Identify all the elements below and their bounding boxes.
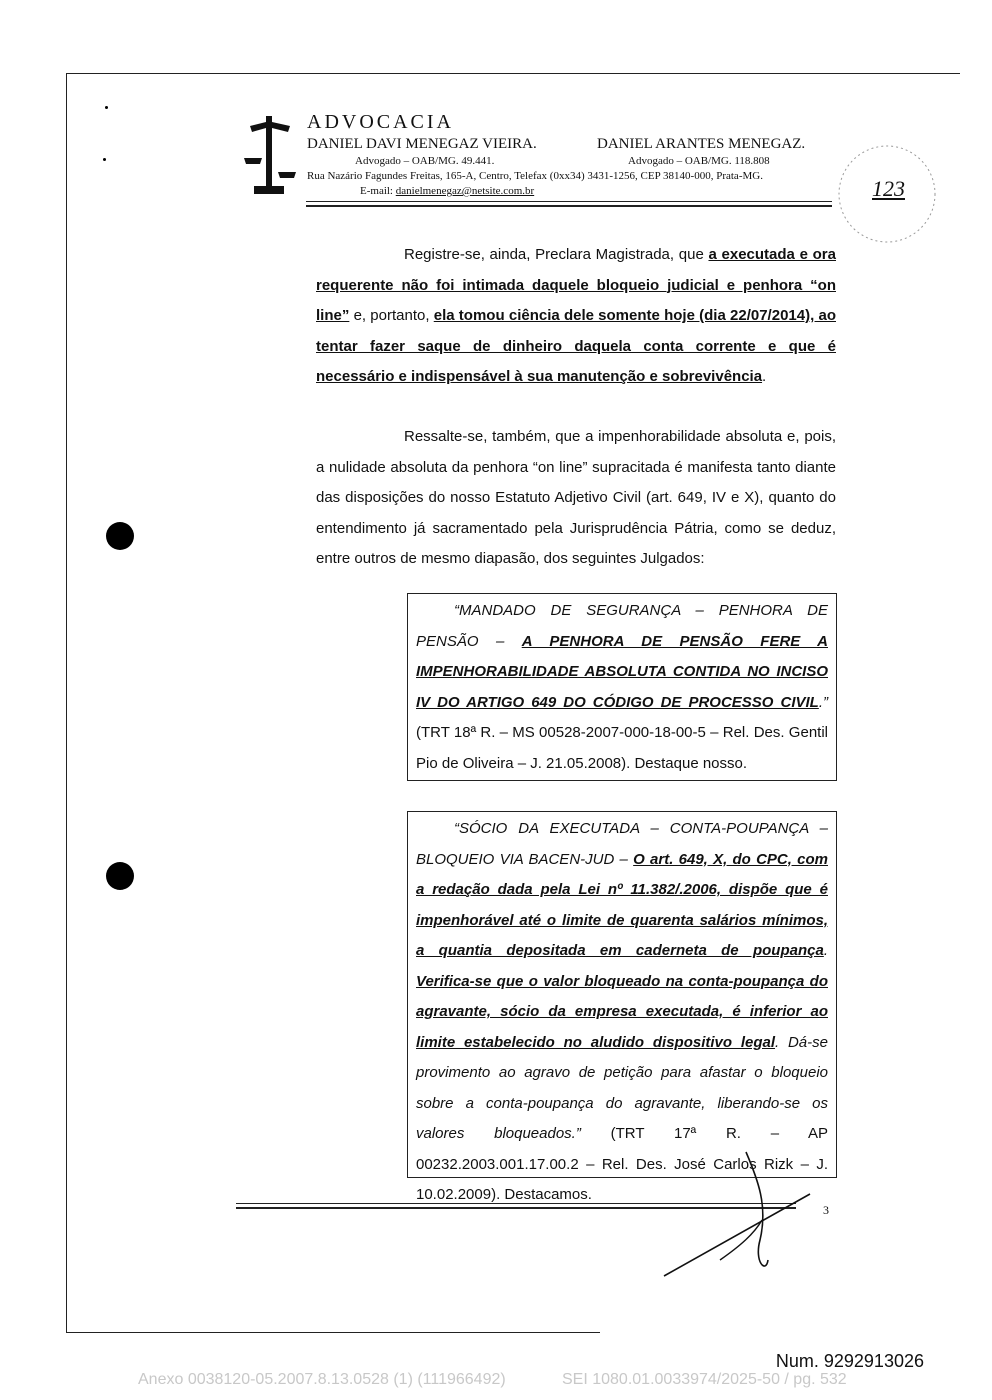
q1-emphasis: A PENHORA DE PENSÃO FERE A IMPENHORABILIDADE ABSOLUTA CONTIDA NO INCISO IV DO ARTIGO 649 DO CÓDIGO DE PROCESSO CIVIL [416,632,828,711]
q1-close: .” [818,693,828,711]
margin-dot-small [105,106,108,109]
lawyer2-name: DANIEL ARANTES MENEGAZ. [597,136,806,152]
jurisprudence-quote-1 [407,593,837,781]
q1-citation: (TRT 18ª R. – MS 00528-2007-000-18-00-5 – Rel. Des. Gentil Pio de Oliveira – J. 21.05.2008). Destaque nosso. [416,724,828,772]
p1-emphasis-2: ela tomou ciência dele somente hoje (dia 22/07/2014), ao tentar fazer saque de dinheiro daquela conta corrente e que é necessário e indispensável à sua manutenção e sobrevivência [316,307,836,385]
lawyer1-oab: Advogado – OAB/MG. 49.441. [355,155,495,167]
q2-heading: “SÓCIO DA EXECUTADA – CONTA-POUPANÇA – BLOQUEIO VIA BACEN-JUD – [416,820,828,868]
stamp-number: 123 [872,176,905,201]
q2-text: . Dá-se provimento ao agravo de petição para afastar o bloqueio sobre a conta-poupança do agravante, liberando-se os valores bloqueados.” [416,1033,828,1142]
paragraph-1 [316,240,836,393]
bottom-rule [66,1332,600,1333]
q2-emphasis-2: Verifica-se que o valor bloqueado na conta-poupança do agravante, sócio da empresa executada, é inferior ao limite estabelecido no aludido dispositivo legal [416,972,828,1051]
firm-email [360,185,534,197]
header-rule-2 [306,205,832,207]
q2-emphasis-1: O art. 649, X, do CPC, com a redação dada pela Lei nº 11.382/.2006, dispõe que é impenhorável até o limite de quarenta salários mínimos, a quantia depositada em caderneta de poupança [416,850,828,959]
email-label: E-mail: [360,185,396,197]
lawyer1-name: DANIEL DAVI MENEGAZ VIEIRA. [307,136,537,152]
firm-title: ADVOCACIA [307,111,454,133]
email-link[interactable]: danielmenegaz@netsite.com.br [395,185,535,197]
left-rule [66,73,67,1333]
p1-emphasis-1: a executada e ora requerente não foi intimada daquele bloqueio judicial e penhora “on line” [316,246,836,324]
punch-hole [106,522,134,550]
p1-text: Registre-se, ainda, Preclara Magistrada, que [404,246,709,263]
page-number: 3 [823,1203,829,1217]
lawyer2-oab: Advogado – OAB/MG. 118.808 [628,155,770,167]
firm-address: Rua Nazário Fagundes Freitas, 165-A, Centro, Telefax (0xx34) 3431-1256, CEP 38140-000, Prata-MG. [307,170,763,182]
top-rule [66,73,960,74]
header-rule-1 [306,201,832,202]
jurisprudence-quote-2 [407,811,837,1203]
footer-annex: Anexo 0038120-05.2007.8.13.0528 (1) (111966492) [138,1371,506,1388]
p2-text: Ressalte-se, também, que a impenhorabilidade absoluta e, pois, a nulidade absoluta da penhora “on line” supracitada é manifesta tanto diante das disposições do nosso Estatuto Adjetivo Civil (art. 649, IV e X), quanto do entendimento já sacramentado pela Jurisprudência Pátria, como se deduz, entre outros de mesmo diapasão, dos seguintes Julgados: [316,428,836,567]
q1-heading: “MANDADO DE SEGURANÇA – PENHORA DE PENSÃO – [416,602,828,650]
footer-sei: SEI 1080.01.0033974/2025-50 / pg. 532 [562,1371,847,1388]
q2-sep: . [823,942,828,959]
punch-hole [106,862,134,890]
margin-dot-small [103,158,106,161]
paragraph-2 [316,422,836,575]
document-num: Num. 9292913026 [775,1351,924,1371]
p1-text-3: . [762,368,767,385]
scales-of-justice-logo [240,112,300,198]
q2-citation: (TRT 17ª R. – AP 00232.2003.001.17.00.2 – Rel. Des. José Carlos Rizk – J. 10.02.2009). Destacamos. [416,1125,828,1203]
p1-text-2: e, portanto, [349,307,434,324]
signature-mark [650,1150,820,1280]
